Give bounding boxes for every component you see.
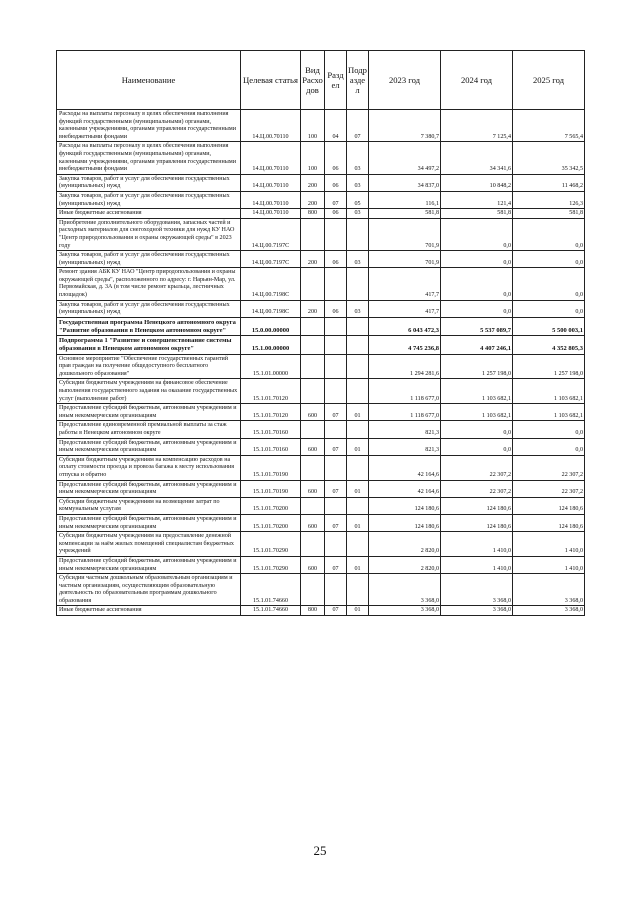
cell-kind	[301, 497, 325, 514]
cell-target: 15.1.01.70200	[241, 497, 301, 514]
cell-kind: 600	[301, 480, 325, 497]
cell-section: 07	[325, 606, 347, 616]
table-row	[57, 251, 585, 268]
cell-name: Государственная программа Ненецкого автономного округа "Развитие образования в Ненецком автономном округе"	[57, 317, 241, 335]
cell-name: Закупка товаров, работ и услуг для обеспечения государственных (муниципальных) нужд	[57, 300, 241, 317]
cell-2024: 1 257 198,0	[441, 354, 513, 379]
cell-kind: 600	[301, 438, 325, 455]
header-2025: 2025 год	[513, 51, 585, 110]
header-section: Разд ел	[325, 51, 347, 110]
table-row	[57, 606, 585, 616]
table-row	[57, 574, 585, 606]
table-row	[57, 421, 585, 438]
cell-name: Предоставление субсидий бюджетным, автономным учреждениям и иным некоммерческим организациям	[57, 556, 241, 573]
cell-2023: 3 368,0	[369, 574, 441, 606]
cell-2025: 0,0	[513, 438, 585, 455]
table-row	[57, 455, 585, 480]
cell-section	[325, 354, 347, 379]
cell-section	[325, 317, 347, 335]
cell-name: Расходы на выплаты персоналу в целях обеспечения выполнения функций государственными (муниципальными) органами, казенными учреждениями, органами управления государственными внебюджетными фондами	[57, 110, 241, 142]
cell-2025: 126,3	[513, 191, 585, 208]
header-kind: Вид Расхо дов	[301, 51, 325, 110]
header-2023: 2023 год	[369, 51, 441, 110]
cell-subsection	[347, 497, 369, 514]
cell-target: 15.1.01.70290	[241, 556, 301, 573]
cell-target: 15.1.01.70190	[241, 480, 301, 497]
cell-2023: 581,8	[369, 209, 441, 219]
cell-name: Субсидии бюджетным учреждениям на предоставление денежной компенсации за наём жилых помещений специалистам бюджетных учреждений	[57, 532, 241, 557]
cell-section	[325, 379, 347, 404]
table-body	[57, 110, 585, 616]
table-row	[57, 556, 585, 573]
cell-2025: 0,0	[513, 300, 585, 317]
cell-name: Предоставление субсидий бюджетным, автономным учреждениям и иным некоммерческим организациям	[57, 480, 241, 497]
cell-target: 15.1.01.70200	[241, 514, 301, 531]
table-row	[57, 317, 585, 335]
header-name: Наименование	[57, 51, 241, 110]
cell-2023: 701,9	[369, 218, 441, 250]
cell-subsection	[347, 317, 369, 335]
cell-2023: 3 368,0	[369, 606, 441, 616]
cell-name: Предоставление субсидий бюджетным, автономным учреждениям и иным некоммерческим организациям	[57, 404, 241, 421]
cell-kind	[301, 218, 325, 250]
cell-target: 15.0.00.00000	[241, 317, 301, 335]
cell-name: Субсидии бюджетным учреждениям на возмещение затрат по коммунальным услугам	[57, 497, 241, 514]
table-row	[57, 404, 585, 421]
cell-2024: 0,0	[441, 268, 513, 300]
cell-2025: 1 410,0	[513, 532, 585, 557]
cell-kind: 200	[301, 251, 325, 268]
cell-subsection: 03	[347, 300, 369, 317]
cell-kind: 600	[301, 556, 325, 573]
cell-2023: 701,9	[369, 251, 441, 268]
table-row	[57, 268, 585, 300]
budget-table-sheet	[56, 50, 584, 616]
cell-2024: 124 180,6	[441, 497, 513, 514]
table-row	[57, 336, 585, 354]
cell-section	[325, 455, 347, 480]
cell-name: Ремонт здания АБК КУ НАО "Центр природопользования и охраны окружающей среды", расположенного по адресу: г. Нарьян-Мар, ул. Первомайская, д. 3А (в том числе ремонт крыльца, лестничных площадок)	[57, 268, 241, 300]
cell-2023: 1 118 677,0	[369, 404, 441, 421]
cell-2023: 34 837,0	[369, 174, 441, 191]
cell-name: Приобретение дополнительного оборудования, запасных частей и расходных материалов для снегоходной техники для нужд КУ НАО "Центр природопользования и охраны окружающей среды" в 2023 году	[57, 218, 241, 250]
cell-2024: 581,8	[441, 209, 513, 219]
cell-kind	[301, 268, 325, 300]
cell-target: 14.Ц.00.7197С	[241, 218, 301, 250]
cell-2023: 1 118 677,0	[369, 379, 441, 404]
cell-2024: 1 103 682,1	[441, 379, 513, 404]
cell-2024: 0,0	[441, 421, 513, 438]
cell-section	[325, 532, 347, 557]
cell-name: Закупка товаров, работ и услуг для обеспечения государственных (муниципальных) нужд	[57, 191, 241, 208]
cell-subsection: 03	[347, 142, 369, 174]
cell-2025: 1 103 682,1	[513, 379, 585, 404]
cell-kind	[301, 574, 325, 606]
cell-kind: 800	[301, 606, 325, 616]
cell-2024: 3 368,0	[441, 574, 513, 606]
table-row	[57, 191, 585, 208]
cell-name: Расходы на выплаты персоналу в целях обеспечения выполнения функций государственными (муниципальными) органами, казенными учреждениями, органами управления государственными внебюджетными фондами	[57, 142, 241, 174]
cell-target: 14.Ц.00.70110	[241, 209, 301, 219]
cell-2023: 2 820,0	[369, 556, 441, 573]
cell-subsection	[347, 455, 369, 480]
cell-subsection	[347, 379, 369, 404]
cell-2025: 22 307,2	[513, 480, 585, 497]
cell-target: 14.Ц.00.70110	[241, 142, 301, 174]
table-row	[57, 174, 585, 191]
cell-2025: 11 468,2	[513, 174, 585, 191]
cell-2025: 35 342,5	[513, 142, 585, 174]
table-row	[57, 218, 585, 250]
cell-subsection: 01	[347, 480, 369, 497]
cell-target: 14.Ц.00.7197С	[241, 251, 301, 268]
cell-2023: 7 380,7	[369, 110, 441, 142]
cell-2024: 121,4	[441, 191, 513, 208]
cell-name: Иные бюджетные ассигнования	[57, 209, 241, 219]
table-row	[57, 209, 585, 219]
page-number: 25	[313, 843, 327, 858]
cell-kind: 600	[301, 404, 325, 421]
cell-2025: 4 352 805,3	[513, 336, 585, 354]
header-2024: 2024 год	[441, 51, 513, 110]
cell-2025: 0,0	[513, 268, 585, 300]
table-row	[57, 438, 585, 455]
cell-subsection: 01	[347, 438, 369, 455]
cell-2025: 0,0	[513, 218, 585, 250]
cell-section	[325, 268, 347, 300]
cell-subsection	[347, 574, 369, 606]
cell-2025: 124 180,6	[513, 514, 585, 531]
header-target: Целевая статья	[241, 51, 301, 110]
cell-target: 14.Ц.00.7198С	[241, 268, 301, 300]
cell-section: 07	[325, 191, 347, 208]
cell-2023: 2 820,0	[369, 532, 441, 557]
cell-name: Подпрограмма 1 "Развитие и совершенствование системы образования в Ненецком автономном округе"	[57, 336, 241, 354]
cell-2024: 1 103 682,1	[441, 404, 513, 421]
cell-target: 14.Ц.00.70110	[241, 110, 301, 142]
cell-kind	[301, 354, 325, 379]
cell-2023: 417,7	[369, 268, 441, 300]
cell-subsection: 07	[347, 110, 369, 142]
cell-2023: 821,3	[369, 421, 441, 438]
cell-subsection: 03	[347, 251, 369, 268]
cell-name: Субсидии бюджетным учреждениям на финансовое обеспечение выполнения государственного задания на оказание государственных услуг (выполнение работ)	[57, 379, 241, 404]
cell-section: 04	[325, 110, 347, 142]
cell-target: 15.1.01.70290	[241, 532, 301, 557]
cell-target: 14.Ц.00.70110	[241, 174, 301, 191]
cell-2024: 1 410,0	[441, 532, 513, 557]
cell-2024: 0,0	[441, 218, 513, 250]
cell-section	[325, 574, 347, 606]
cell-section: 07	[325, 404, 347, 421]
cell-subsection: 03	[347, 209, 369, 219]
cell-section: 06	[325, 300, 347, 317]
cell-kind	[301, 379, 325, 404]
cell-target: 15.1.01.74660	[241, 574, 301, 606]
cell-2024: 0,0	[441, 438, 513, 455]
cell-name: Субсидии частным дошкольным образовательным организациям и частным организациям, осуществляющим образовательную деятельность по образовательным программам дошкольного образования	[57, 574, 241, 606]
cell-subsection: 01	[347, 404, 369, 421]
cell-2024: 10 848,2	[441, 174, 513, 191]
cell-kind	[301, 317, 325, 335]
cell-kind	[301, 336, 325, 354]
cell-section: 06	[325, 209, 347, 219]
cell-subsection: 01	[347, 556, 369, 573]
cell-2025: 22 307,2	[513, 455, 585, 480]
cell-kind: 200	[301, 191, 325, 208]
table-row	[57, 110, 585, 142]
cell-target: 15.1.01.70160	[241, 438, 301, 455]
table-row	[57, 532, 585, 557]
cell-2024: 34 341,6	[441, 142, 513, 174]
cell-target: 15.1.01.00000	[241, 354, 301, 379]
cell-name: Предоставление субсидий бюджетным, автономным учреждениям и иным некоммерческим организациям	[57, 438, 241, 455]
cell-2024: 124 180,6	[441, 514, 513, 531]
cell-2024: 7 125,4	[441, 110, 513, 142]
cell-subsection	[347, 354, 369, 379]
cell-kind: 100	[301, 142, 325, 174]
cell-2024: 0,0	[441, 251, 513, 268]
cell-section: 07	[325, 556, 347, 573]
cell-subsection	[347, 336, 369, 354]
cell-section	[325, 218, 347, 250]
cell-kind: 600	[301, 514, 325, 531]
cell-kind	[301, 455, 325, 480]
cell-2025: 581,8	[513, 209, 585, 219]
budget-table	[56, 50, 585, 616]
cell-subsection	[347, 532, 369, 557]
cell-name: Иные бюджетные ассигнования	[57, 606, 241, 616]
cell-target: 15.1.00.00000	[241, 336, 301, 354]
cell-2023: 116,1	[369, 191, 441, 208]
cell-2023: 124 180,6	[369, 514, 441, 531]
cell-2024: 4 407 246,1	[441, 336, 513, 354]
table-row	[57, 497, 585, 514]
cell-target: 14.Ц.00.7198С	[241, 300, 301, 317]
cell-subsection	[347, 218, 369, 250]
cell-name: Основное мероприятие "Обеспечение государственных гарантий прав граждан на получение общедоступного бесплатного дошкольного образования"	[57, 354, 241, 379]
cell-2025: 0,0	[513, 421, 585, 438]
cell-2023: 1 294 281,6	[369, 354, 441, 379]
cell-2023: 6 043 472,3	[369, 317, 441, 335]
table-row	[57, 379, 585, 404]
cell-subsection: 03	[347, 174, 369, 191]
cell-target: 15.1.01.70190	[241, 455, 301, 480]
cell-2023: 417,7	[369, 300, 441, 317]
cell-subsection: 01	[347, 606, 369, 616]
cell-section: 06	[325, 251, 347, 268]
cell-2023: 821,3	[369, 438, 441, 455]
cell-subsection	[347, 268, 369, 300]
cell-kind: 800	[301, 209, 325, 219]
cell-subsection: 05	[347, 191, 369, 208]
cell-section	[325, 421, 347, 438]
cell-section: 07	[325, 480, 347, 497]
cell-2025: 5 500 003,1	[513, 317, 585, 335]
cell-kind	[301, 421, 325, 438]
cell-section	[325, 336, 347, 354]
cell-2024: 0,0	[441, 300, 513, 317]
cell-2023: 42 164,6	[369, 455, 441, 480]
table-row	[57, 354, 585, 379]
cell-subsection	[347, 421, 369, 438]
header-subsection: Подр азде л	[347, 51, 369, 110]
cell-section: 07	[325, 438, 347, 455]
cell-2025: 1 103 682,1	[513, 404, 585, 421]
cell-kind: 200	[301, 300, 325, 317]
cell-2024: 5 537 089,7	[441, 317, 513, 335]
cell-2023: 4 745 236,8	[369, 336, 441, 354]
cell-2025: 3 368,0	[513, 606, 585, 616]
cell-section: 07	[325, 514, 347, 531]
cell-target: 14.Ц.00.70110	[241, 191, 301, 208]
cell-kind: 100	[301, 110, 325, 142]
cell-target: 15.1.01.70120	[241, 404, 301, 421]
cell-2023: 124 180,6	[369, 497, 441, 514]
cell-name: Предоставление субсидий бюджетным, автономным учреждениям и иным некоммерческим организациям	[57, 514, 241, 531]
cell-section: 06	[325, 174, 347, 191]
table-row	[57, 514, 585, 531]
cell-2025: 1 257 198,0	[513, 354, 585, 379]
cell-target: 15.1.01.70160	[241, 421, 301, 438]
cell-2024: 22 307,2	[441, 480, 513, 497]
cell-name: Субсидии бюджетным учреждениям на компенсацию расходов на оплату стоимости проезда и провоза багажа к месту использования отпуска и обратно	[57, 455, 241, 480]
table-row	[57, 142, 585, 174]
cell-section	[325, 497, 347, 514]
cell-2023: 42 164,6	[369, 480, 441, 497]
cell-2025: 124 180,6	[513, 497, 585, 514]
table-header-row	[57, 51, 585, 110]
cell-section: 06	[325, 142, 347, 174]
cell-2025: 1 410,0	[513, 556, 585, 573]
cell-2023: 34 497,2	[369, 142, 441, 174]
table-row	[57, 300, 585, 317]
cell-subsection: 01	[347, 514, 369, 531]
cell-2024: 3 368,0	[441, 606, 513, 616]
cell-target: 15.1.01.74660	[241, 606, 301, 616]
cell-2025: 0,0	[513, 251, 585, 268]
cell-2025: 7 565,4	[513, 110, 585, 142]
cell-2025: 3 368,0	[513, 574, 585, 606]
cell-name: Закупка товаров, работ и услуг для обеспечения государственных (муниципальных) нужд	[57, 174, 241, 191]
cell-kind	[301, 532, 325, 557]
cell-2024: 22 307,2	[441, 455, 513, 480]
table-row	[57, 480, 585, 497]
cell-target: 15.1.01.70120	[241, 379, 301, 404]
cell-name: Предоставление единовременной премиальной выплаты за стаж работы в Ненецком автономном округе	[57, 421, 241, 438]
cell-kind: 200	[301, 174, 325, 191]
cell-2024: 1 410,0	[441, 556, 513, 573]
cell-name: Закупка товаров, работ и услуг для обеспечения государственных (муниципальных) нужд	[57, 251, 241, 268]
